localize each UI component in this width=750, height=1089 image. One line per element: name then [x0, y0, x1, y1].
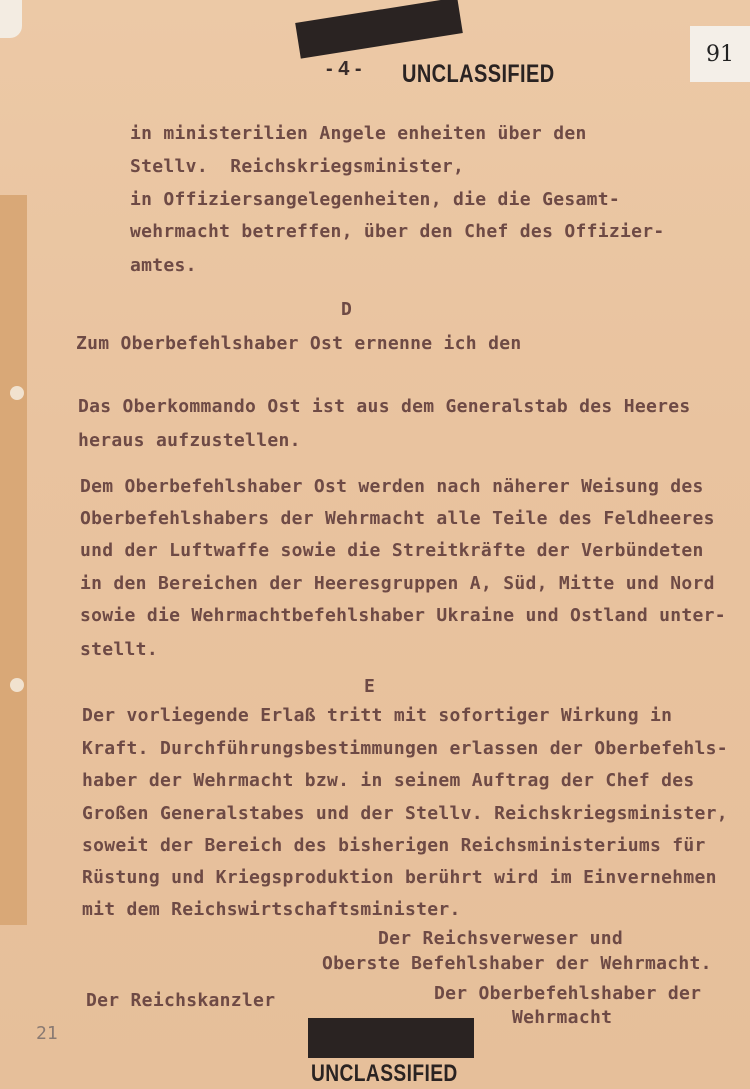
text-line: Kraft. Durchführungsbestimmungen erlassen der Oberbefehls- [82, 738, 728, 759]
punch-hole [10, 386, 24, 400]
page-marker: - 4 - [326, 58, 362, 80]
paper-corner-tear [0, 0, 22, 38]
text-line: wehrmacht betreffen, über den Chef des Offizier- [130, 221, 665, 242]
text-line: und der Luftwaffe sowie die Streitkräfte der Verbündeten [80, 540, 704, 561]
text-line: heraus aufzustellen. [78, 430, 301, 451]
text-line: Das Oberkommando Ost ist aus dem Generalstab des Heeres [78, 396, 691, 417]
text-line: amtes. [130, 255, 197, 276]
signature-chancellor: Der Reichskanzler [86, 990, 276, 1011]
section-heading-d: D [341, 299, 352, 320]
classification-stamp-top: UNCLASSIFIED [402, 60, 555, 88]
redaction-bar-bottom [308, 1018, 474, 1058]
classification-stamp-bottom: UNCLASSIFIED [311, 1060, 458, 1087]
text-line: mit dem Reichswirtschaftsminister. [82, 899, 461, 920]
text-line: Oberbefehlshabers der Wehrmacht alle Teile des Feldheeres [80, 508, 715, 529]
binding-strip [0, 195, 27, 925]
text-line: sowie die Wehrmachtbefehlshaber Ukraine und Ostland unter- [80, 605, 726, 626]
signature-regent-line-2: Oberste Befehlshaber der Wehrmacht. [322, 953, 712, 974]
text-line: Der vorliegende Erlaß tritt mit sofortiger Wirkung in [82, 705, 673, 726]
margin-page-number: 21 [36, 1023, 58, 1044]
document-number-label: 91 [690, 26, 750, 82]
signature-commander-line-2: Wehrmacht [512, 1007, 613, 1028]
redaction-bar-top [295, 0, 463, 59]
signature-commander-line-1: Der Oberbefehlshaber der [434, 983, 702, 1004]
text-line: stellt. [80, 639, 158, 660]
signature-regent-line-1: Der Reichsverweser und [378, 928, 624, 949]
text-line: soweit der Bereich des bisherigen Reichsministeriums für [82, 835, 706, 856]
text-line: Dem Oberbefehlshaber Ost werden nach näherer Weisung des [80, 476, 704, 497]
text-line: in Offiziersangelegenheiten, die die Gesamt- [130, 189, 621, 210]
section-heading-e: E [364, 676, 375, 697]
text-line: Rüstung und Kriegsproduktion berührt wird im Einvernehmen [82, 867, 717, 888]
text-line: Stellv. Reichskriegsminister, [130, 156, 465, 177]
text-line: haber der Wehrmacht bzw. in seinem Auftrag der Chef des [82, 770, 695, 791]
text-line: in ministerilien Angele enheiten über den [130, 123, 587, 144]
text-line: Zum Oberbefehlshaber Ost ernenne ich den [76, 333, 522, 354]
punch-hole [10, 678, 24, 692]
text-line: Großen Generalstabes und der Stellv. Reichskriegsminister, [82, 803, 728, 824]
text-line: in den Bereichen der Heeresgruppen A, Süd, Mitte und Nord [80, 573, 715, 594]
